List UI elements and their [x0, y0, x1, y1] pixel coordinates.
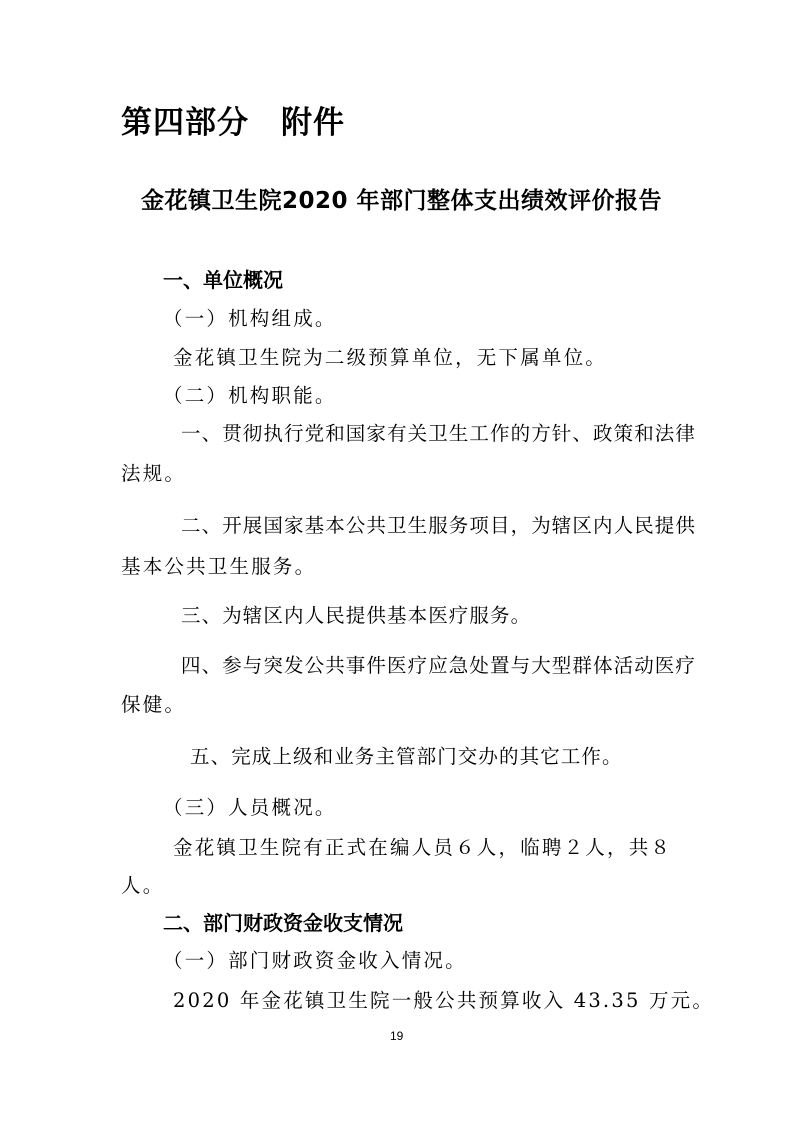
duty-4-line-2: 保健。 — [121, 693, 187, 716]
staff-line-2: 人。 — [121, 874, 165, 897]
subsection-staff: （三）人员概况。 — [163, 796, 337, 819]
income-text: 2020 年金花镇卫生院一般公共预算收入 43.35 万元。 — [173, 989, 715, 1012]
section-1-heading: 一、单位概况 — [163, 268, 283, 292]
duty-2-line-2: 基本公共卫生服务。 — [121, 555, 317, 578]
duty-5: 五、完成上级和业务主管部门交办的其它工作。 — [190, 745, 623, 768]
duty-1-line-2: 法规。 — [121, 462, 187, 485]
subsection-income: （一）部门财政资金收入情况。 — [163, 949, 467, 972]
duty-2-line-1: 二、开展国家基本公共卫生服务项目，为辖区内人民提供 — [181, 514, 697, 537]
section-2-heading: 二、部门财政资金收支情况 — [163, 911, 403, 935]
subsection-org-structure: （一）机构组成。 — [163, 307, 337, 330]
part-heading: 第四部分 附件 — [121, 105, 345, 141]
subsection-org-duties: （二）机构职能。 — [163, 384, 337, 407]
duty-1-line-1: 一、贯彻执行党和国家有关卫生工作的方针、政策和法律 — [181, 422, 697, 445]
page-number: 19 — [390, 1029, 404, 1043]
org-structure-text: 金花镇卫生院为二级预算单位，无下属单位。 — [173, 346, 608, 369]
report-title: 金花镇卫生院2020 年部门整体支出绩效评价报告 — [141, 188, 663, 214]
duty-3: 三、为辖区内人民提供基本医疗服务。 — [181, 604, 532, 627]
duty-4-line-1: 四、参与突发公共事件医疗应急处置与大型群体活动医疗 — [181, 654, 697, 677]
staff-line-1: 金花镇卫生院有正式在编人员６人，临聘２人，共８ — [173, 836, 673, 859]
